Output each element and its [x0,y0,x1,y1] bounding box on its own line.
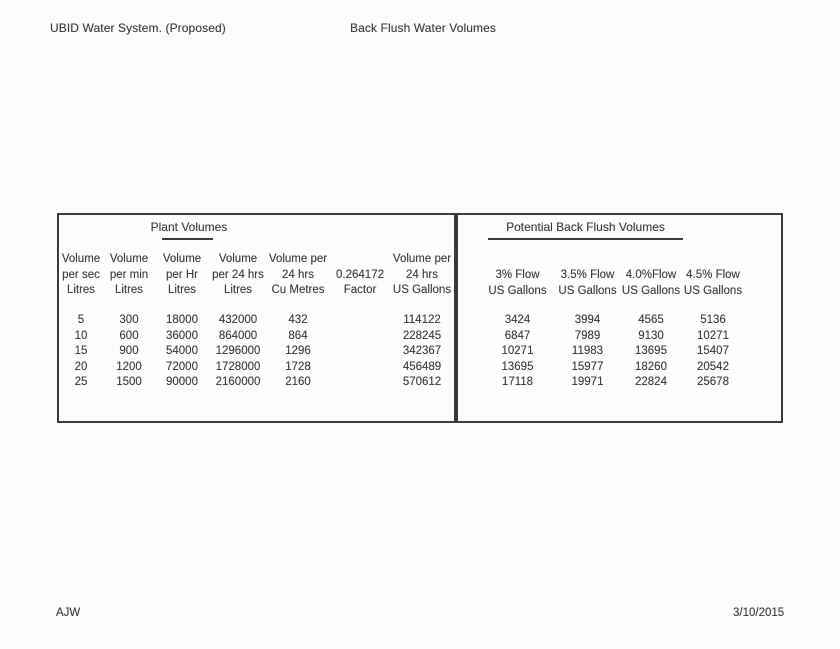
plant-data-cell: 54000 [166,345,198,357]
plant-data-cell: 114122 [403,314,441,326]
plant-data-cell: 2160000 [215,376,261,388]
plant-header-cell: Factor [343,284,377,297]
plant-data-cell: 1296000 [215,345,261,357]
plant-data-cell: 432000 [218,314,258,326]
plant-header-cell: 0.264172 [336,268,384,281]
plant-data-cell: 90000 [166,376,198,388]
plant-data-cell: 228245 [402,329,442,342]
backflush-data-cell: 10271 [501,345,534,357]
plant-data-cell: 1296 [285,345,311,357]
plant-data-cell: 20 [74,360,88,373]
backflush-data-cell: 3994 [574,314,601,326]
plant-data-cell: 600 [119,329,139,342]
backflush-section-title: Potential Back Flush Volumes [506,220,665,234]
main-table [57,213,783,423]
plant-header-cell: Litres [114,284,144,297]
plant-data-cell [329,344,391,360]
plant-data-cell: 1500 [116,376,142,388]
backflush-data-cell: 15977 [571,360,604,373]
plant-data-cell: 1728 [285,360,311,373]
plant-header-cell: Volume [162,253,202,265]
plant-header-cell: Litres [167,284,197,297]
backflush-data-cell: 20542 [697,360,729,373]
plant-volumes-section [59,215,454,421]
backflush-data-cell: 25678 [697,376,729,388]
backflush-data-cell: 18260 [635,360,667,373]
plant-data-cell: 36000 [166,329,198,342]
backflush-title-underline [488,238,683,240]
plant-volumes-section-title: Plant Volumes [150,220,228,234]
footer-initials: AJW [56,607,81,619]
plant-header-cell [329,252,391,268]
backflush-header-cell: US Gallons [621,284,681,297]
footer-date: 3/10/2015 [733,607,785,619]
backflush-data-cell: 22824 [635,376,667,388]
plant-header-cell: Volume per [268,253,328,265]
plant-data-cell: 1728000 [215,360,261,373]
backflush-header-cell: 3% Flow [495,269,540,281]
backflush-data-cell: 9130 [638,329,664,342]
plant-data-cell: 570612 [402,376,442,388]
plant-header-cell: 24 hrs [406,268,438,281]
plant-header-cell: per min [109,268,149,281]
plant-data-grid [59,313,453,391]
backflush-data-cell: 13695 [635,345,667,357]
plant-header-cell: Volume [218,253,258,265]
backflush-data-cell: 10271 [697,329,729,342]
plant-data-cell: 1200 [116,360,142,373]
backflush-header-cell: 4.5% Flow [686,269,740,281]
document-title-center: Back Flush Water Volumes [350,21,497,35]
plant-header-cell: Cu Metres [271,284,325,297]
backflush-data-cell: 11983 [571,345,604,357]
plant-header-cell: per Hr [166,268,198,281]
plant-data-cell [329,313,391,329]
backflush-header-cell: US Gallons [558,284,617,297]
plant-header-cell: Volume per [392,253,452,265]
plant-data-cell: 456489 [402,360,442,373]
plant-data-cell: 2160 [285,376,311,388]
backflush-data-cell: 17118 [501,376,534,388]
plant-data-cell: 342367 [402,345,442,357]
plant-header-cell: Litres [66,284,96,297]
plant-header-cell: 24 hrs [282,268,314,281]
plant-header-cell: Litres [223,284,253,297]
backflush-data-cell: 7989 [574,329,601,342]
plant-data-cell: 10 [74,329,88,342]
plant-header-grid [59,252,453,299]
backflush-data-cell: 5136 [700,314,726,326]
plant-header-cell: Volume [61,253,101,265]
plant-data-cell: 900 [119,345,139,357]
plant-data-cell: 15 [74,345,88,357]
backflush-volumes-section [460,215,781,421]
plant-data-cell: 25 [74,376,88,388]
plant-data-cell [329,375,391,391]
plant-data-cell: 18000 [166,314,198,326]
plant-data-cell: 864 [288,329,308,342]
backflush-data-cell: 6847 [504,329,531,342]
document-title-left: UBID Water System. (Proposed) [50,21,226,35]
backflush-header-cell: US Gallons [488,284,547,297]
plant-data-cell: 864000 [218,329,258,342]
plant-header-cell: Volume [109,253,149,265]
plant-data-cell: 5 [77,314,85,326]
backflush-header-cell: 3.5% Flow [560,269,615,281]
backflush-data-cell: 19971 [571,376,604,388]
plant-data-cell [329,360,391,376]
backflush-data-cell: 13695 [501,360,534,373]
backflush-data-cell: 3424 [504,314,531,326]
plant-data-cell: 72000 [166,360,198,373]
backflush-data-cell: 15407 [697,345,729,357]
plant-title-underline [162,238,213,240]
backflush-header-grid [460,268,744,299]
backflush-data-grid [460,313,744,391]
plant-data-cell: 300 [119,314,139,326]
plant-header-cell: per sec [62,268,100,281]
backflush-data-cell: 4565 [638,314,664,326]
plant-header-cell: US Gallons [392,284,452,297]
section-divider [454,215,458,421]
plant-data-cell: 432 [288,314,308,326]
backflush-header-cell: US Gallons [683,284,743,297]
plant-data-cell [329,329,391,345]
backflush-header-cell: 4.0%Flow [625,269,677,281]
plant-header-cell: per 24 hrs [212,268,264,281]
